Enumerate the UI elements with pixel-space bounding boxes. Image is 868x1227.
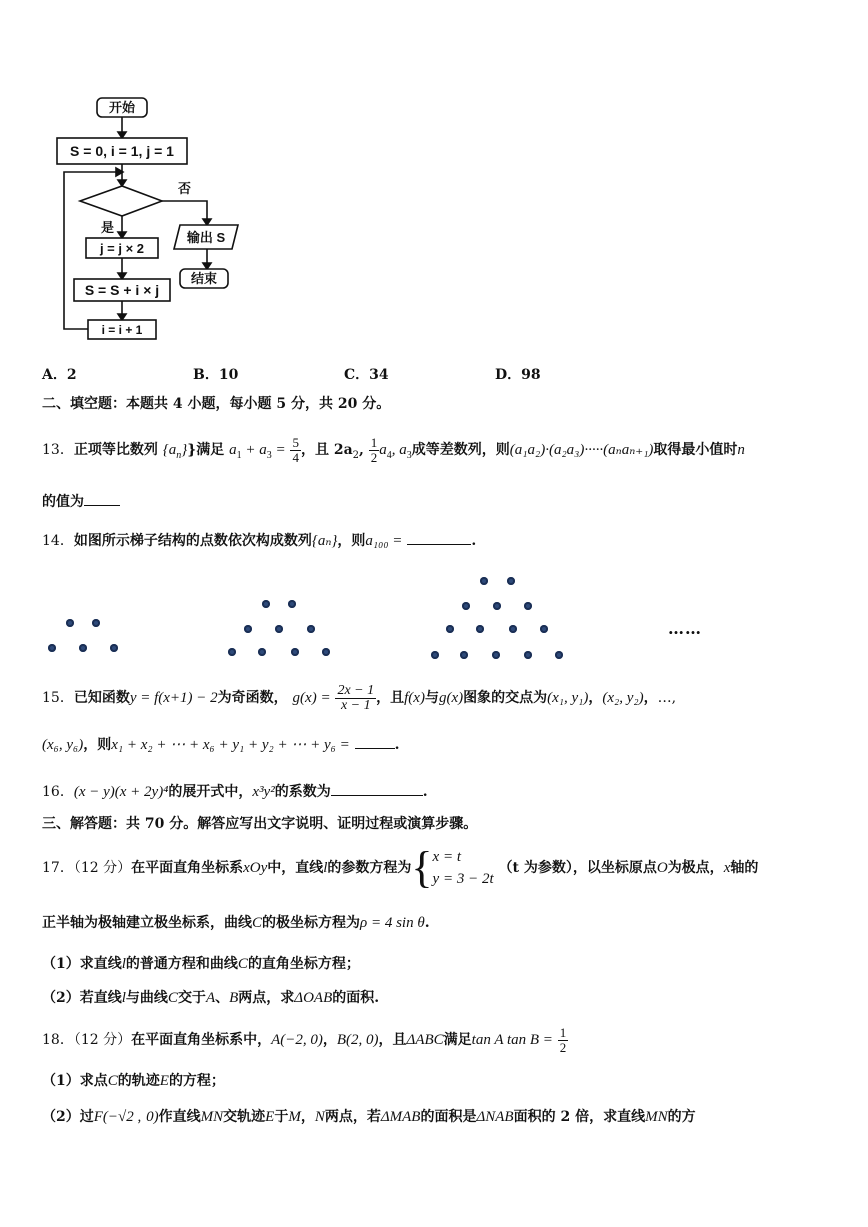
q16-line: 16．(x − y)(x + 2y)⁴的展开式中，x³y²的系数为 . [42, 781, 428, 801]
q15-text-5: 图象的交点为 [463, 690, 548, 706]
q16-answer-blank[interactable] [331, 781, 423, 796]
q15-g-frac: $\frac{2x - 1}{x - 1}$ [337, 682, 375, 713]
flow-s-text: S = S + i × j [84, 282, 160, 298]
q15-text-3: ，且 [376, 690, 405, 706]
q13-text: 正项等比数列 [73, 442, 158, 458]
flow-output-text: 输出 S [186, 230, 226, 245]
q17-text-3: 的参数方程为 [327, 860, 412, 876]
ladder-dot [66, 619, 74, 627]
ladder-dot [476, 625, 484, 633]
ladder-dot [228, 648, 236, 656]
q15-text-2: 为奇函数， [217, 690, 288, 706]
q15-f-expr: y = f(x+1) − 2 [129, 690, 218, 706]
ladder-dot [524, 651, 532, 659]
ladder-dot [244, 625, 252, 633]
q18-text: 在平面直角坐标系中， [131, 1032, 272, 1048]
q16-expr: (x − y)(x + 2y)⁴ [73, 784, 169, 800]
q14-number: 14． [42, 533, 74, 549]
q15-line1: 15．已知函数y = f(x+1) − 2为奇函数， g(x) = $\frac{2x - 1}{x - 1}$ ，且f(x)与g(x)图象的交点为(x₁, y₁)，(x₂, y₂)，…, [42, 682, 677, 713]
q17-number: 17． [42, 860, 74, 876]
ladder-dot [79, 644, 87, 652]
q13-answer-prompt: 的值为 [42, 494, 84, 510]
flow-start-text: 开始 [108, 100, 136, 115]
ladder-dot [110, 644, 118, 652]
ladder-dot [540, 625, 548, 633]
q17-brace: { [411, 843, 433, 892]
ladder-dot [460, 651, 468, 659]
ladder-dot [480, 577, 488, 585]
q18-point-b: B(2, 0) [336, 1032, 379, 1048]
q15-point-6: (x₆, y₆) [42, 737, 84, 753]
section3-heading: 三、解答题：共 70 分。解答应写出文字说明、证明过程或演算步骤。 [42, 816, 478, 832]
q17-sub2: （2）若直线l与曲线C交于A、B两点，求ΔOAB的面积. [42, 990, 380, 1006]
q15-fx: f(x) [404, 690, 425, 706]
ladder-dot [48, 644, 56, 652]
q14-answer-blank[interactable] [407, 530, 471, 545]
q17-score: （12 分） [73, 860, 132, 876]
q18-number: 18． [42, 1032, 74, 1048]
ladder-dot [307, 625, 315, 633]
q13-eq1: $a_1 + a_3$ = [229, 442, 286, 461]
q13-line1: 13．正项等比数列 $\{a_n\}$}满足 $a_1 + a_3$ = $\frac{5}{4}$ ，且 $2a_2$, $\frac{1}{2}$ $a_4$, $a_3$成等差数列，则(a₁a₂)·(a₂a₃)·····(aₙaₙ₊₁)取得最小值时n [42, 434, 745, 465]
ladder-dot [509, 625, 517, 633]
q15-gx: g(x) [438, 690, 464, 706]
q17-polar: ρ = 4 sin θ [360, 915, 425, 931]
q15-line2: (x₆, y₆)，则x₁ + x₂ + ⋯ + x₆ + y₁ + y₂ + ⋯ + y₆ = . [42, 734, 399, 754]
q17-line2: 正半轴为极轴建立极坐标系，曲线C的极坐标方程为ρ = 4 sin θ. [42, 915, 430, 931]
q18-line1: 18．（12 分）在平面直角坐标系中，A(−2, 0)，B(2, 0)，且ΔABC满足tan A tan B = $\frac{1}{2}$ [42, 1024, 567, 1055]
q18-tan: tan A tan B = [471, 1032, 553, 1048]
q17-text-4: （t 为参数），以坐标原点 [498, 860, 657, 876]
flow-init-text: S = 0, i = 1, j = 1 [70, 143, 174, 159]
q17-xoy: xOy [243, 860, 268, 876]
q16-term: x³y² [252, 784, 275, 800]
ladder-dot [492, 651, 500, 659]
q13-frac-5-4: $\frac{5}{4}$ [292, 434, 299, 465]
q14-line: 14．如图所示梯子结构的点数依次构成数列{aₙ}，则a₁₀₀ = . [42, 530, 476, 550]
q15-number: 15． [42, 690, 74, 706]
flowchart [40, 92, 260, 354]
q18-sub2: （2）过F(−√2 , 0)作直线MN交轨迹E于M，N两点，若ΔMAB的面积是ΔNAB面积的 2 倍，求直线MN的方 [42, 1109, 696, 1125]
ladder-dot [322, 648, 330, 656]
ladder-dot [462, 602, 470, 610]
option-b[interactable]: B．10 [193, 367, 239, 383]
ladder-dot [524, 602, 532, 610]
q16-number: 16． [42, 784, 74, 800]
q17-text: 在平面直角坐标系 [131, 860, 244, 876]
flow-yes-label: 是 [101, 220, 115, 235]
q18-point-a: A(−2, 0) [271, 1032, 323, 1048]
flow-j-text: j = j × 2 [99, 241, 145, 256]
ladder-dot [291, 648, 299, 656]
q14-a100: a₁₀₀ = [365, 533, 403, 549]
q15-sum: x₁ + x₂ + ⋯ + x₆ + y₁ + y₂ + ⋯ + y₆ = [111, 737, 350, 753]
q13-frac-half: $\frac{1}{2}$ [370, 434, 378, 465]
flow-end-text: 结束 [190, 271, 218, 286]
q17-sub1: （1）求直线l的普通方程和曲线C的直角坐标方程； [42, 956, 360, 972]
q16-text: 的展开式中， [168, 784, 253, 800]
q15-point-1: (x₁, y₁) [547, 690, 589, 706]
q17-system: x = t y = 3 − 2t [432, 849, 494, 887]
ladder-ellipsis: …… [668, 619, 702, 638]
q13-seq: $\{a_n\}$ [162, 442, 188, 461]
ladder-dot [446, 625, 454, 633]
q18-score: （12 分） [73, 1032, 132, 1048]
ladder-dot [493, 602, 501, 610]
flow-i-text: i = i + 1 [101, 323, 143, 337]
section2-heading: 二、填空题：本题共 4 小题，每小题 5 分，共 20 分。 [42, 396, 391, 412]
ladder-dot [431, 651, 439, 659]
q13-text-3: ，且 2a [300, 442, 353, 458]
q15-answer-blank[interactable] [355, 734, 395, 749]
q14-seq: {aₙ} [311, 533, 338, 549]
q13-answer-blank[interactable] [84, 491, 120, 506]
q18-sub1: （1）求点C的轨迹E的方程； [42, 1073, 225, 1089]
q13-number: 13． [42, 442, 74, 458]
q13-product: (a₁a₂)·(a₂a₃)·····(aₙaₙ₊₁) [509, 442, 654, 458]
q16-text-2: 的系数为 [274, 784, 331, 800]
q18-frac: $\frac{1}{2}$ [559, 1024, 567, 1055]
q15-point-2: (x₂, y₂) [602, 690, 644, 706]
q13-text-6: 取得最小值时 [653, 442, 738, 458]
ladder-dot [507, 577, 515, 585]
q14-text: 如图所示梯子结构的点数依次构成数列 [73, 533, 312, 549]
q13-text-5: 成等差数列，则 [411, 442, 510, 458]
q13-text-2: }满足 [187, 442, 225, 458]
ladder-dot [262, 600, 270, 608]
ladder-dot [288, 600, 296, 608]
q17-text-line2: 正半轴为极轴建立极坐标系，曲线 [42, 915, 252, 931]
ladder-dot [555, 651, 563, 659]
flow-decision-diamond [80, 186, 162, 216]
ladder-dot [92, 619, 100, 627]
q13-n: n [737, 442, 745, 458]
q14-text-2: ，则 [337, 533, 366, 549]
option-a[interactable]: A．2 [42, 367, 77, 383]
q15-text: 已知函数 [73, 690, 130, 706]
q13-line2 [42, 491, 120, 511]
ladder-dot [275, 625, 283, 633]
q15-g-lhs: g(x) = [292, 690, 331, 706]
ladder-dot [258, 648, 266, 656]
option-d[interactable]: D．98 [495, 367, 541, 383]
option-c[interactable]: C．34 [344, 367, 389, 383]
flow-no-label: 否 [178, 181, 192, 196]
q17-line1: 17．（12 分）在平面直角坐标系xOy中，直线l的参数方程为{ x = t y = 3 − 2t （t 为参数），以坐标原点O为极点，x轴的 [42, 843, 759, 892]
